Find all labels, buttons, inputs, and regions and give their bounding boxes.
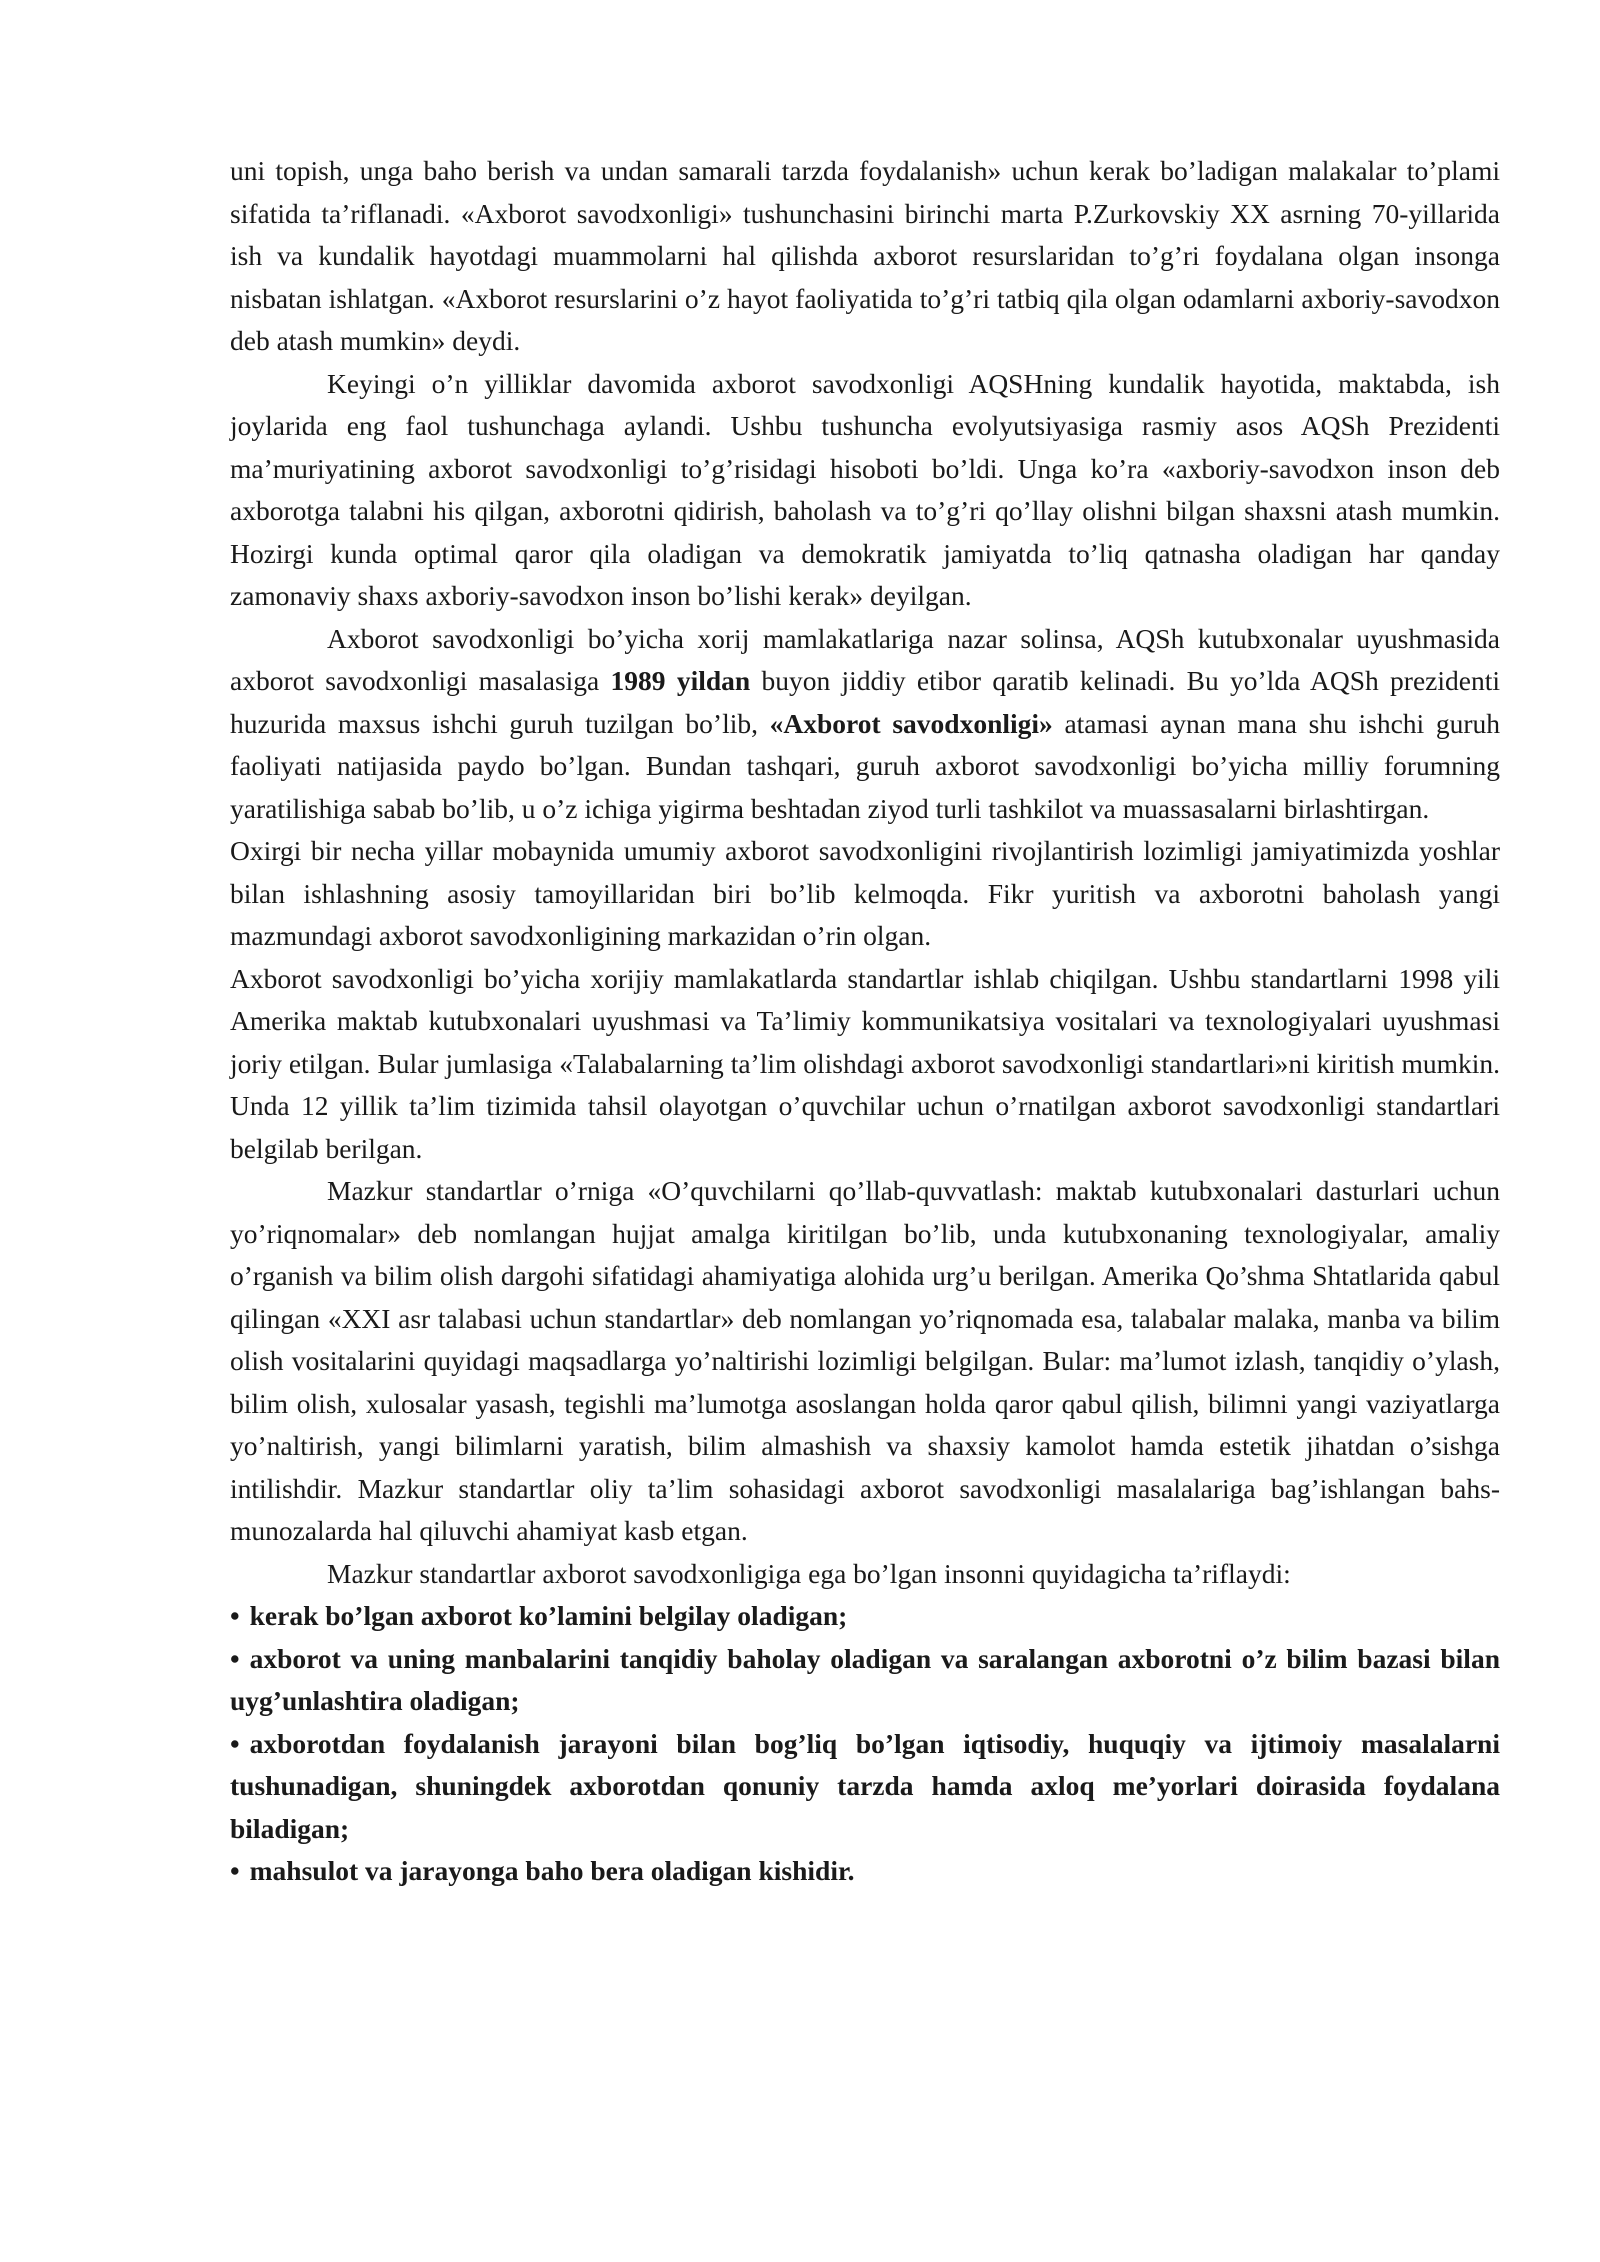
- bullet-icon: •: [230, 1855, 240, 1886]
- paragraph: [230, 958, 1500, 1171]
- text-run: Axborot savodxonligi bo’yicha xorijiy mamlakatlarda standartlar ishlab chiqilgan. Ushbu standartlarni 1998 yili Amerika maktab kutubxonalari uyushmasi va Ta’limiy kommunikatsiya vositalari va texnologiyalari uyushmasi joriy etilgan. Bular jumlasiga «Talabalarning ta’lim olishdagi axborot savodxonligi standartlari»ni kiritish mumkin. Unda 12 yillik ta’lim tizimida tahsil olayotgan o’quvchilar uchun o’rnatilgan axborot savodxonligi standartlari belgilab berilgan.: [230, 962, 1500, 1164]
- text-run: Mazkur standartlar axborot savodxonligiga ega bo’lgan insonni quyidagicha ta’riflaydi:: [327, 1557, 1291, 1589]
- bullet-text: axborotdan foydalanish jarayoni bilan bog’liq bo’lgan iqtisodiy, huquqiy va ijtimoiy masalalarni tushunadigan, shuningdek axborotdan qonuniy tarzda hamda axloq me’yorlari doirasida foydalana biladigan;: [230, 1727, 1500, 1844]
- paragraph: [230, 1170, 1500, 1553]
- text-run: uni topish, unga baho berish va undan samarali tarzda foydalanish» uchun kerak bo’ladigan malakalar to’plami sifatida ta’riflanadi. «Axborot savodxonligi» tushunchasini birinchi marta P.Zurkovskiy XX asrning 70-yillarida ish va kundalik hayotdagi muammolarni hal qilishda axborot resurslaridan to’g’ri foydalana olgan insonga nisbatan ishlatgan. «Axborot resurslarini o’z hayot faoliyatida to’g’ri tatbiq qila olgan odamlarni axboriy-savodxon deb atash mumkin» deydi.: [230, 155, 1500, 356]
- text-run: buyon jiddiy etibor qaratib kelinadi. Bu yo’lda AQSh prezidenti huzurida maxsus ishchi guruh tuzilgan bo’lib,: [230, 665, 1501, 739]
- bullet-icon: •: [230, 1600, 240, 1631]
- text-run: Mazkur standartlar o’rniga «O’quvchilarni qo’llab-quvvatlash: maktab kutubxonalari dasturlari uchun yo’riqnomalar» deb nomlangan hujjat amalga kiritilgan bo’lib, unda kutubxonaning texnologiyalar, amaliy o’rganish va bilim olish dargohi sifatidagi ahamiyatiga alohida urg’u berilgan. Amerika Qo’shma Shtatlarida qabul qilingan «XXI asr talabasi uchun standartlar» deb nomlangan yo’riqnomada esa, talabalar malaka, manba va bilim olish vositalarini quyidagi maqsadlarga yo’naltirishi lozimligi belgilgan. Bular: ma’lumot izlash, tanqidiy o’ylash, bilim olish, xulosalar yasash, tegishli ma’lumotga asoslangan holda qaror qabul qilish, bilimni yangi vaziyatlarga yo’naltirish, yangi bilimlarni yaratish, bilim almashish va shaxsiy kamolot hamda estetik jihatdan o’sishga intilishdir. Mazkur standartlar oliy ta’lim sohasidagi axborot savodxonligi masalalariga bag’ishlangan bahs-munozalarda hal qiluvchi ahamiyat kasb etgan.: [230, 1175, 1500, 1546]
- paragraph: [230, 830, 1500, 958]
- paragraph: [230, 363, 1500, 618]
- text-run: Oxirgi bir necha yillar mobaynida umumiy axborot savodxonligini rivojlantirish lozimligi jamiyatimizda yoshlar bilan ishlashning asosiy tamoyillaridan biri bo’lib kelmoqda. Fikr yuritish va axborotni baholash yangi mazmundagi axborot savodxonligining markazidan o’rin olgan.: [230, 835, 1500, 951]
- bullet-list: [230, 1595, 1500, 1893]
- bullet-icon: •: [230, 1727, 240, 1759]
- bullet-text: mahsulot va jarayonga baho bera oladigan kishidir.: [249, 1855, 855, 1886]
- bullet-text: axborot va uning manbalarini tanqidiy baholay oladigan va saralangan axborotni o’z bilim bazasi bilan uyg’unlashtira oladigan;: [230, 1642, 1500, 1716]
- paragraph: [230, 150, 1500, 363]
- document-body: [230, 150, 1500, 1595]
- bullet-item: [230, 1850, 1500, 1893]
- text-run: atamasi aynan mana shu ishchi guruh faoliyati natijasida paydo bo’lgan. Bundan tashqari, guruh axborot savodxonligi bo’yicha milliy forumning yaratilishiga sabab bo’lib, u o’z ichiga yigirma beshtadan ziyod turli tashkilot va muassasalarni birlashtirgan.: [230, 707, 1500, 824]
- document-page: [230, 150, 1500, 1893]
- bullet-text: kerak bo’lgan axborot ko’lamini belgilay oladigan;: [249, 1600, 848, 1631]
- bold-text-run: 1989 yildan: [610, 665, 751, 696]
- paragraph: [230, 618, 1500, 831]
- bullet-item: [230, 1595, 1500, 1638]
- bullet-item: [230, 1723, 1500, 1851]
- text-run: Keyingi o’n yilliklar davomida axborot savodxonligi AQSHning kundalik hayotida, maktabda, ish joylarida eng faol tushunchaga aylandi. Ushbu tushuncha evolyutsiyasiga rasmiy asos AQSh Prezidenti ma’muriyatining axborot savodxonligi to’g’risidagi hisoboti bo’ldi. Unga ko’ra «axboriy-savodxon inson deb axborotga talabni his qilgan, axborotni qidirish, baholash va to’g’ri qo’llay olishni bilgan shaxsni atash mumkin. Hozirgi kunda optimal qaror qila oladigan va demokratik jamiyatda to’liq qatnasha oladigan har qanday zamonaviy shaxs axboriy-savodxon inson bo’lishi kerak» deyilgan.: [230, 367, 1500, 611]
- bullet-icon: •: [230, 1642, 240, 1674]
- bullet-item: [230, 1638, 1500, 1723]
- paragraph: [230, 1553, 1500, 1596]
- text-run: Axborot savodxonligi bo’yicha xorij mamlakatlariga nazar solinsa, AQSh kutubxonalar uyushmasida axborot savodxonligi masalasiga: [230, 622, 1500, 696]
- bold-text-run: «Axborot savodxonligi»: [769, 707, 1053, 739]
